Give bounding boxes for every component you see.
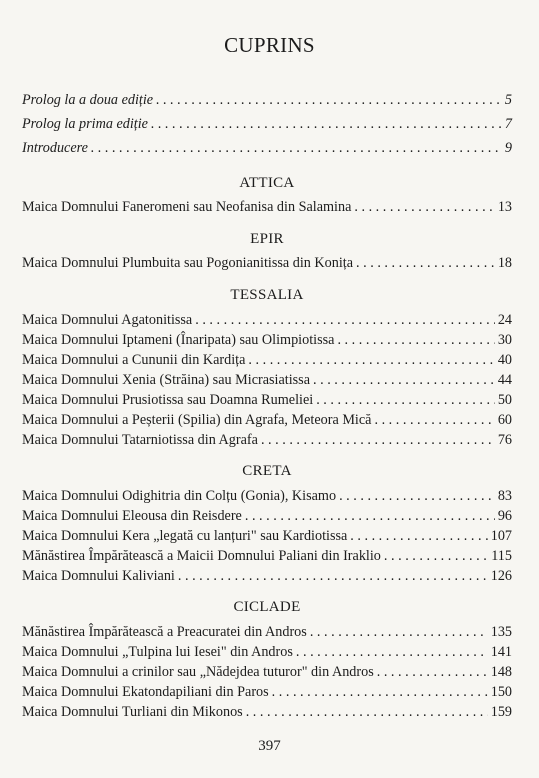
toc-entry-page: 5 bbox=[504, 92, 512, 108]
toc-entry-page: 60 bbox=[497, 412, 512, 428]
leader-dots bbox=[377, 662, 488, 682]
toc-entry-text: Mănăstirea Împărătească a Maicii Domnului Paliani din Iraklio bbox=[22, 548, 381, 564]
toc-entry-text: Maica Domnului Kera „legată cu lanțuri" sau Kardiotissa bbox=[22, 528, 348, 544]
intro-toc bbox=[22, 88, 512, 160]
toc-entry-page: 30 bbox=[497, 332, 512, 348]
toc-entry-text: Maica Domnului a crinilor sau „Nădejdea tuturor" din Andros bbox=[22, 664, 374, 680]
toc-entry bbox=[22, 642, 512, 662]
toc-entry-page: 40 bbox=[497, 352, 512, 368]
leader-dots bbox=[354, 197, 494, 217]
leader-dots bbox=[313, 370, 495, 390]
toc-entry-text: Maica Domnului Iptameni (Înaripata) sau Olimpiotissa bbox=[22, 332, 335, 348]
leader-dots bbox=[316, 390, 495, 410]
toc-entry-page: 115 bbox=[491, 548, 512, 564]
toc-entry-page: 9 bbox=[504, 140, 512, 156]
toc-entry-page: 150 bbox=[490, 684, 512, 700]
toc-entry-text: Maica Domnului Xenia (Străina) sau Micrasiatissa bbox=[22, 372, 311, 388]
toc-entry-page: 44 bbox=[497, 372, 512, 388]
leader-dots bbox=[337, 330, 494, 350]
leader-dots bbox=[248, 350, 494, 370]
section-heading: EPIR bbox=[250, 231, 284, 247]
toc-entry-text: Maica Domnului Kaliviani bbox=[22, 568, 175, 584]
section-heading: CICLADE bbox=[233, 599, 301, 615]
leader-dots bbox=[245, 506, 495, 526]
section-epir bbox=[22, 228, 512, 273]
toc-entry-text: Maica Domnului Eleousa din Reisdere bbox=[22, 508, 242, 524]
section-heading: TESSALIA bbox=[230, 287, 304, 303]
leader-dots bbox=[339, 486, 495, 506]
leader-dots bbox=[350, 526, 487, 546]
leader-dots bbox=[296, 642, 488, 662]
toc-entry-page: 96 bbox=[497, 508, 512, 524]
toc-entry-text: Mănăstirea Împărătească a Preacuratei din Andros bbox=[22, 624, 307, 640]
page-title: CUPRINS bbox=[224, 33, 315, 57]
toc-entry-text: Maica Domnului a Cununii din Kardița bbox=[22, 352, 246, 368]
leader-dots bbox=[178, 566, 488, 586]
toc-entry bbox=[22, 486, 512, 506]
toc-entry-page: 18 bbox=[497, 255, 512, 271]
toc-entry-text: Maica Domnului a Peșterii (Spilia) din Agrafa, Meteora Mică bbox=[22, 412, 372, 428]
toc-entry-page: 83 bbox=[497, 488, 512, 504]
toc-entry-text: Maica Domnului Prusiotissa sau Doamna Rumeliei bbox=[22, 392, 314, 408]
toc-entry-text: Maica Domnului Tatarniotissa din Agrafa bbox=[22, 432, 258, 448]
toc-entry bbox=[22, 662, 512, 682]
leader-dots bbox=[156, 88, 502, 112]
toc-entry bbox=[22, 197, 512, 217]
toc-entry-page: 141 bbox=[490, 644, 512, 660]
leader-dots bbox=[272, 682, 488, 702]
toc-entry-text: Maica Domnului Odighitria din Colțu (Gonia), Kisamo bbox=[22, 488, 337, 504]
page-number: 397 bbox=[258, 738, 281, 754]
leader-dots bbox=[91, 136, 502, 160]
toc-entry-text: Maica Domnului Faneromeni sau Neofanisa din Salamina bbox=[22, 199, 352, 215]
toc-entry bbox=[22, 390, 512, 410]
leader-dots bbox=[384, 546, 488, 566]
toc-entry-text: Introducere bbox=[22, 140, 88, 156]
toc-entry bbox=[22, 566, 512, 586]
toc-entry-text: Prolog la prima ediție bbox=[22, 116, 148, 132]
toc-entry-text: Maica Domnului „Tulpina lui Iesei" din Andros bbox=[22, 644, 293, 660]
toc-entry bbox=[22, 506, 512, 526]
toc-entry-text: Maica Domnului Plumbuita sau Pogonianitissa din Konița bbox=[22, 255, 354, 271]
section-attica bbox=[22, 172, 512, 217]
toc-entry bbox=[22, 253, 512, 273]
toc-entry bbox=[22, 546, 512, 566]
toc-entry bbox=[22, 330, 512, 350]
toc-entry-page: 107 bbox=[490, 528, 512, 544]
leader-dots bbox=[246, 702, 488, 722]
toc-entry bbox=[22, 350, 512, 370]
toc-entry-text: Prolog la a doua ediție bbox=[22, 92, 154, 108]
toc-entry bbox=[22, 310, 512, 330]
toc-entry bbox=[22, 430, 512, 450]
leader-dots bbox=[151, 112, 502, 136]
section-ciclade bbox=[22, 596, 512, 722]
toc-entry-page: 24 bbox=[497, 312, 512, 328]
toc-entry bbox=[22, 410, 512, 430]
section-heading: ATTICA bbox=[239, 175, 295, 191]
section-tessalia bbox=[22, 284, 512, 450]
toc-entry bbox=[22, 702, 512, 722]
leader-dots bbox=[310, 622, 488, 642]
leader-dots bbox=[356, 253, 495, 273]
toc-entry-text: Maica Domnului Agatonitissa bbox=[22, 312, 193, 328]
section-creta bbox=[22, 460, 512, 586]
toc-entry bbox=[22, 370, 512, 390]
toc-entry bbox=[22, 682, 512, 702]
toc-entry-text: Maica Domnului Ekatondapiliani din Paros bbox=[22, 684, 269, 700]
toc-entry-page: 7 bbox=[504, 116, 512, 132]
toc-entry-page: 159 bbox=[490, 704, 512, 720]
toc-entry bbox=[22, 136, 512, 160]
toc-entry-page: 13 bbox=[497, 199, 512, 215]
toc-entry-page: 148 bbox=[490, 664, 512, 680]
toc-entry bbox=[22, 112, 512, 136]
leader-dots bbox=[195, 310, 495, 330]
section-heading: CRETA bbox=[242, 463, 292, 479]
toc-entry-page: 126 bbox=[490, 568, 512, 584]
toc-entry bbox=[22, 88, 512, 112]
toc-entry bbox=[22, 622, 512, 642]
leader-dots bbox=[261, 430, 495, 450]
leader-dots bbox=[374, 410, 494, 430]
toc-entry-page: 135 bbox=[490, 624, 512, 640]
toc-entry-page: 50 bbox=[497, 392, 512, 408]
toc-entry-text: Maica Domnului Turliani din Mikonos bbox=[22, 704, 243, 720]
toc-entry-page: 76 bbox=[497, 432, 512, 448]
toc-entry bbox=[22, 526, 512, 546]
